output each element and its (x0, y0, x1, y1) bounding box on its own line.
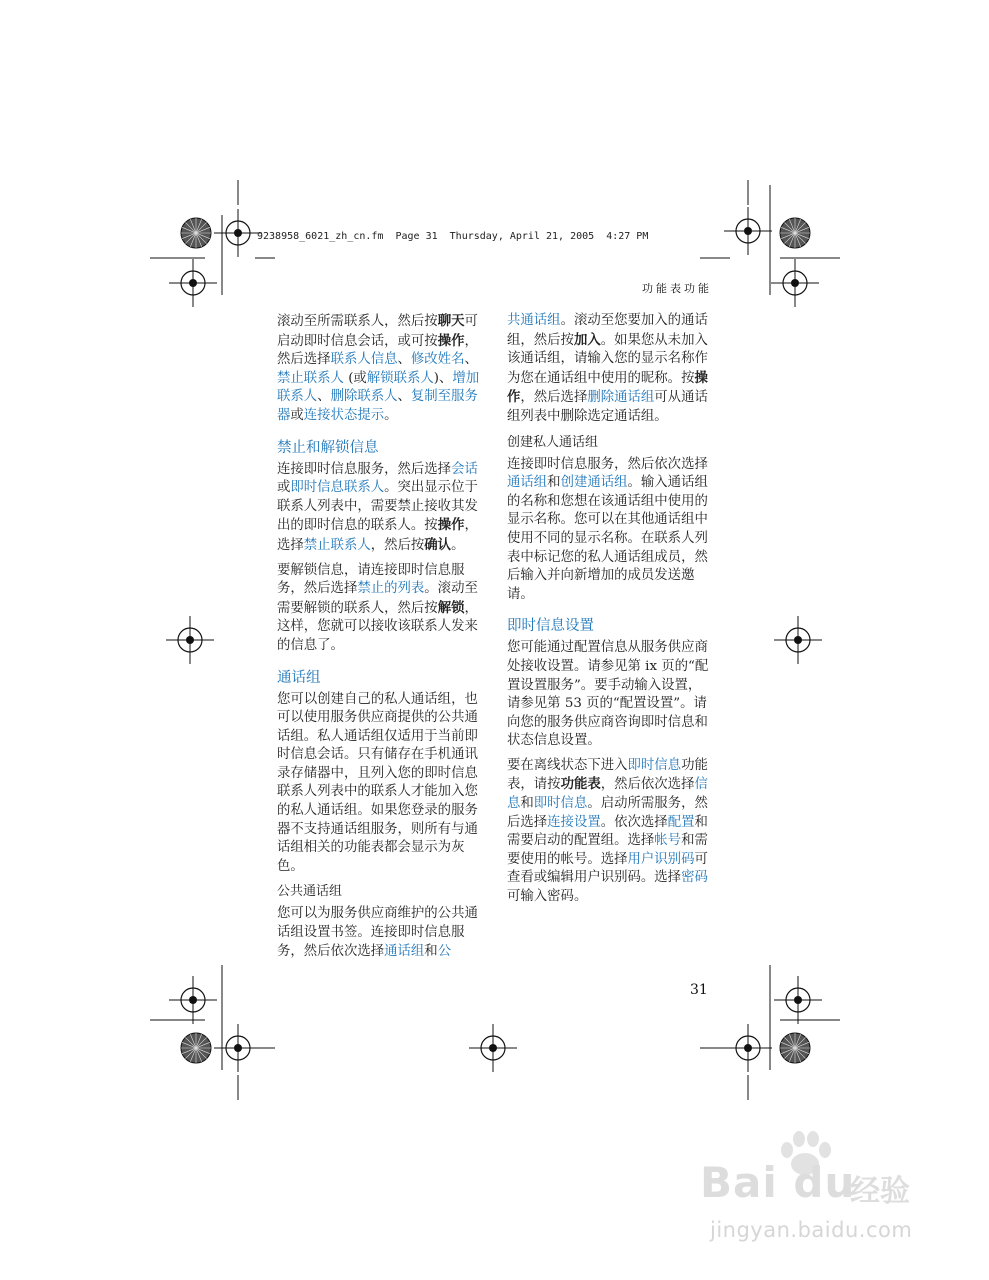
paragraph-block: 连接即时信息服务，然后选择会话或即时信息联系人。突出显示位于联系人列表中，需要禁止接收其发出的即时信息的联系人。按操作，选择禁止联系人，然后按确认。 (277, 461, 478, 553)
menu-link-configuration: 配置 (667, 814, 695, 830)
top-right-marks (700, 180, 840, 307)
baidu-watermark (700, 1130, 970, 1260)
watermark-logo: Bai du (700, 1158, 856, 1207)
bottom-right-marks (700, 965, 840, 1100)
menu-link-copy-to-server: 复制至服务器 (277, 389, 478, 423)
heading-block-unblock: 禁止和解锁信息 (277, 439, 379, 456)
bottom-left-marks (150, 965, 275, 1100)
menu-link-user-id: 用户识别码 (627, 851, 695, 867)
heading-private-groups: 创建私人通话组 (507, 434, 599, 450)
menu-link-add-contact: 增加联系人 (277, 370, 480, 405)
menu-link-create-group: 创建通话组 (560, 475, 628, 491)
paragraph-private-groups: 连接即时信息服务，然后依次选择通话组和创建通话组。输入通话组的名称和您想在该通话组中使用的显示名称。您可以在其他通话组中使用不同的显示名称。在联系人列表中标记您的私人通话组成员，然后输入并向新增加的成员发送邀请。 (507, 456, 708, 602)
paragraph-public-groups: 您可以为服务供应商维护的公共通话组设置书签。连接即时信息服务，然后依次选择通话组和公 (277, 906, 478, 959)
menu-link-delete-group: 删除通话组 (587, 390, 655, 406)
menu-link-connection-settings: 连接设置 (547, 814, 601, 830)
menu-link-blocked-list: 禁止的列表 (357, 581, 425, 597)
menu-link-edit-name: 修改姓名 (410, 352, 465, 368)
menu-link-messages: 信息 (507, 777, 708, 812)
bottom-center-marks (469, 1024, 517, 1072)
paragraph-offline-access: 要在离线状态下进入即时信息功能表，请按功能表，然后依次选择信息和即时信息。启动所需服务，然后选择连接设置。依次选择配置和需要启动的配置组。选择帐号和需要使用的帐号。选择用户识别码可查看或编辑用户识别码。选择密码可输入密码。 (507, 757, 708, 905)
page-number: 31 (690, 982, 708, 998)
menu-link-block-contact: 禁止联系人 (277, 370, 344, 386)
middle-marks (166, 616, 822, 664)
menu-link-account: 帐号 (654, 833, 682, 849)
menu-link-conversations: 会话 (451, 461, 478, 477)
menu-link-password: 密码 (681, 870, 708, 886)
menu-link-groups: 通话组 (384, 943, 425, 959)
top-left-marks (150, 180, 275, 307)
paragraph-settings: 您可能通过配置信息从服务供应商处接收设置。请参见第 ix 页的“配置设置服务”。要手动输入设置，请参见第 53 页的“配置设置”。请向您的服务供应商咨询即时信息和状态信息设置。 (507, 640, 709, 749)
paragraph-contact-actions: 滚动至所需联系人，然后按聊天可启动即时信息会话，或可按操作，然后选择联系人信息、修改姓名、禁止联系人 (或解锁联系人)、增加联系人、删除联系人、复制至服务器或连接状态提示。 (277, 313, 480, 423)
heading-groups: 通话组 (277, 669, 321, 686)
menu-link-public-groups-end: 共通话组 (507, 313, 561, 328)
menu-link-im: 即时信息 (627, 757, 682, 773)
left-column (277, 312, 483, 967)
menu-link-block-contact-2: 禁止联系人 (303, 537, 371, 553)
heading-im-settings: 即时信息设置 (507, 618, 594, 635)
watermark-url: jingyan.baidu.com (710, 1218, 913, 1242)
watermark-jingyan: 经验 (850, 1174, 910, 1209)
menu-link-delete-contact: 删除联系人 (330, 389, 398, 405)
menu-link-im-contacts: 即时信息联系人 (290, 480, 385, 496)
menu-link-groups-2: 通话组 (507, 475, 548, 491)
paragraph-public-groups-cont: 共通话组。滚动至您要加入的通话组，然后按加入。如果您从未加入该通话组，请输入您的显示名称作为您在通话组中使用的昵称。按操作，然后选择删除通话组可从通话组列表中删除选定通话组。 (507, 313, 708, 424)
menu-link-im-2: 即时信息 (533, 796, 588, 812)
paragraph-groups: 您可以创建自己的私人通话组，也可以使用服务供应商提供的公共通话组。私人通话组仅适用于当前即时信息会话。只有储存在手机通讯录存储器中，且列入您的即时信息联系人列表中的联系人才能加入您的私人通话组。如果您登录的服务器不支持通话组服务，则所有与通话组相关的功能表都会显示为灰色。 (277, 691, 478, 874)
menu-link-public-groups-start: 公 (437, 943, 452, 959)
running-head: 功能表功能 (642, 282, 712, 295)
heading-public-groups: 公共通话组 (277, 884, 343, 900)
file-slug: 9238958_6021_zh_cn.fm Page 31 Thursday, April 21, 2005 4:27 PM (257, 231, 649, 242)
menu-link-unblock-contact: 解锁联系人 (366, 370, 434, 386)
right-column (507, 312, 713, 913)
paragraph-unblock: 要解锁信息，请连接即时信息服务，然后选择禁止的列表。滚动至需要解锁的联系人，然后按解锁，这样，您就可以接收该联系人发来的信息了。 (277, 562, 478, 653)
menu-link-contact-info: 联系人信息 (330, 352, 398, 368)
menu-link-status-alert: 连接状态提示 (303, 407, 385, 423)
